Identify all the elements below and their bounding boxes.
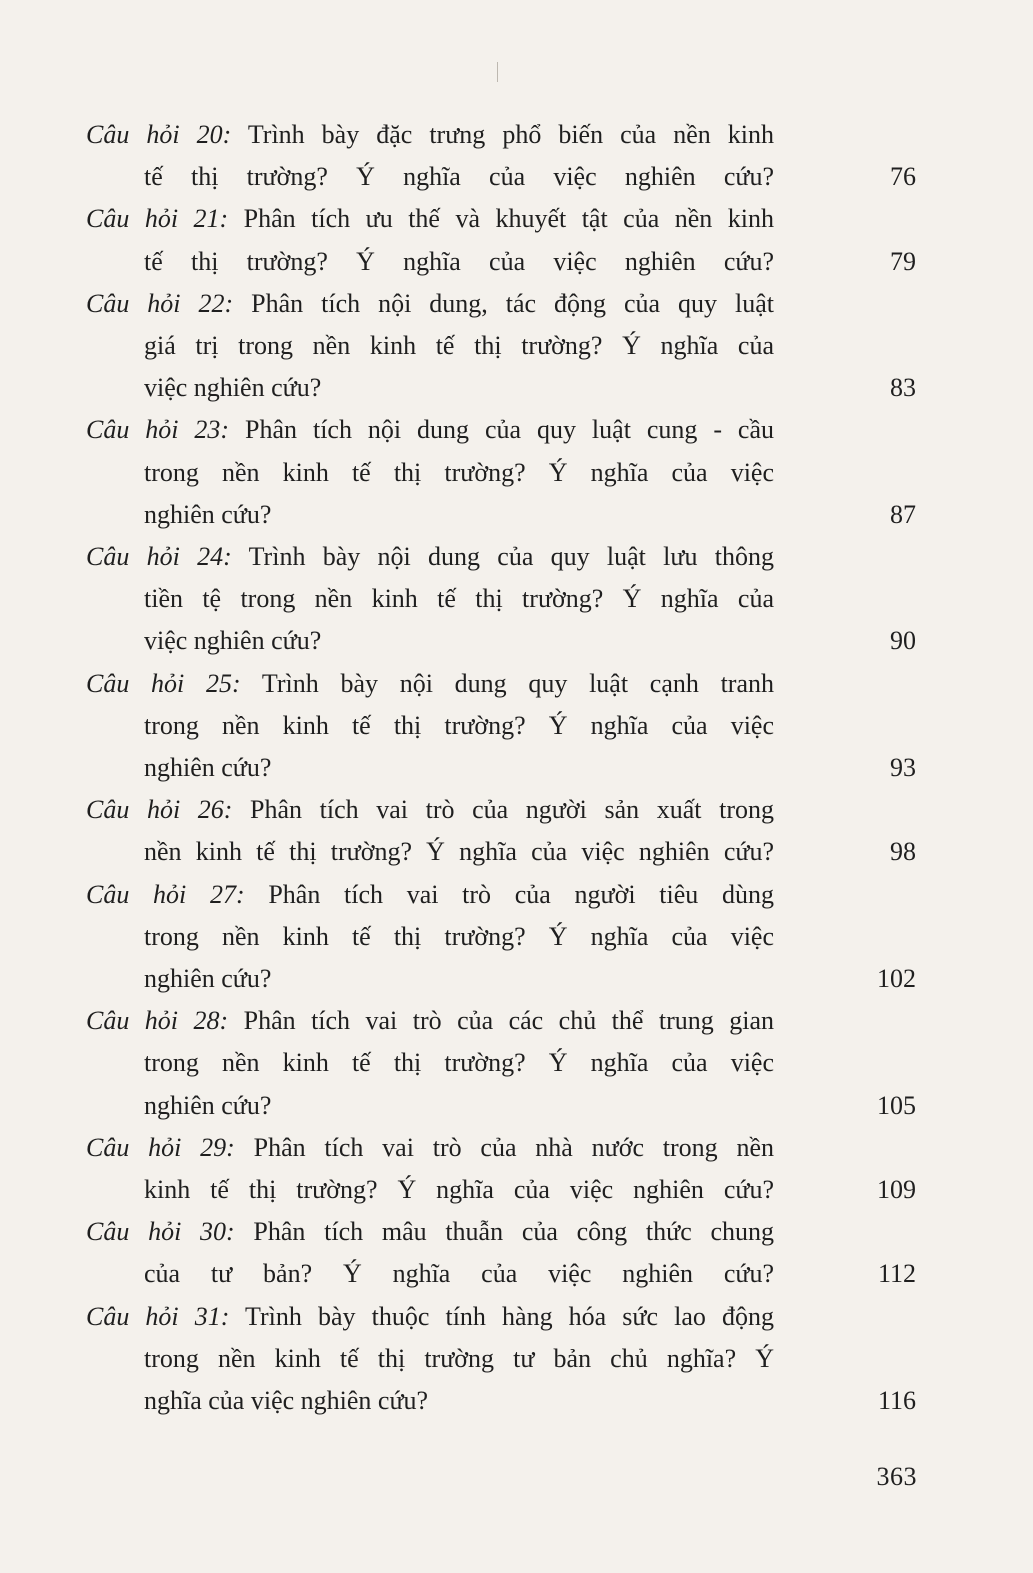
toc-entry-text bbox=[86, 1211, 774, 1253]
toc-page-number: 76 bbox=[890, 162, 916, 192]
question-label: Câu hỏi 23: bbox=[86, 415, 230, 445]
toc-page-number: 112 bbox=[877, 1259, 916, 1289]
toc-entry-continuation-line bbox=[86, 241, 916, 283]
toc-entry-continuation-line bbox=[86, 958, 916, 1000]
question-text: Phân tích nội dung của quy luật cung - cầu bbox=[245, 415, 774, 445]
question-text: giá trị trong nền kinh tế thị trường? Ý nghĩa của bbox=[144, 331, 774, 361]
question-label: Câu hỏi 22: bbox=[86, 288, 234, 318]
toc-entry-text bbox=[144, 705, 774, 747]
question-label: Câu hỏi 25: bbox=[86, 668, 241, 698]
question-text: trong nền kinh tế thị trường tư bản chủ nghĩa? Ý bbox=[144, 1343, 774, 1373]
toc-entry-text bbox=[144, 325, 774, 367]
toc-entry bbox=[86, 409, 916, 536]
question-text: nghiên cứu? bbox=[144, 499, 272, 529]
toc-entry-text bbox=[144, 620, 774, 662]
toc-entry-text bbox=[86, 789, 774, 831]
toc-entry-first-line bbox=[86, 1127, 916, 1169]
toc-entry-continuation-line bbox=[86, 1253, 916, 1295]
toc-page-number: 90 bbox=[890, 626, 916, 656]
page-number: 363 bbox=[876, 1462, 917, 1491]
toc-entry-continuation-line bbox=[86, 494, 916, 536]
toc-page-number: 102 bbox=[877, 964, 916, 994]
toc-entry-text bbox=[144, 831, 774, 873]
toc-entry-continuation-line bbox=[86, 1380, 916, 1422]
question-label: Câu hỏi 30: bbox=[86, 1217, 235, 1247]
question-text: Trình bày đặc trưng phổ biến của nền kinh bbox=[247, 120, 774, 149]
question-text: tế thị trường? Ý nghĩa của việc nghiên cứu? bbox=[144, 246, 774, 276]
toc-entry-text bbox=[144, 452, 774, 494]
toc-entry bbox=[86, 198, 916, 282]
toc-entry-text bbox=[86, 536, 774, 578]
toc-entry bbox=[86, 1296, 916, 1423]
toc-entry bbox=[86, 1211, 916, 1295]
toc-page-number: 83 bbox=[890, 373, 916, 403]
toc-entry bbox=[86, 874, 916, 1001]
toc-entry-continuation-line bbox=[86, 325, 916, 367]
question-text: trong nền kinh tế thị trường? Ý nghĩa của việc bbox=[144, 457, 774, 487]
toc-entry-first-line bbox=[86, 789, 916, 831]
toc-entry-continuation-line bbox=[86, 452, 916, 494]
question-text: Phân tích ưu thế và khuyết tật của nền kinh bbox=[243, 204, 774, 234]
question-text: việc nghiên cứu? bbox=[144, 626, 322, 656]
question-text: trong nền kinh tế thị trường? Ý nghĩa của việc bbox=[144, 1048, 774, 1078]
question-text: Phân tích vai trò của người sản xuất trong bbox=[250, 795, 774, 825]
question-label: Câu hỏi 21: bbox=[86, 204, 229, 234]
toc-entry-continuation-line bbox=[86, 578, 916, 620]
question-label: Câu hỏi 28: bbox=[86, 1006, 229, 1036]
toc-entry-first-line bbox=[86, 1296, 916, 1338]
toc-entry bbox=[86, 1000, 916, 1127]
toc-entry-first-line bbox=[86, 283, 916, 325]
question-text: Trình bày nội dung quy luật cạnh tranh bbox=[261, 668, 774, 698]
question-label: Câu hỏi 24: bbox=[86, 542, 232, 572]
toc-entry-text bbox=[144, 578, 774, 620]
toc-entry-text bbox=[144, 916, 774, 958]
toc-entry-first-line bbox=[86, 409, 916, 451]
toc-page-number: 87 bbox=[890, 499, 916, 529]
question-label: Câu hỏi 31: bbox=[86, 1301, 230, 1331]
question-text: nền kinh tế thị trường? Ý nghĩa của việc nghiên cứu? bbox=[144, 837, 774, 867]
toc-page-number: 116 bbox=[877, 1386, 916, 1416]
toc-entry-continuation-line bbox=[86, 831, 916, 873]
toc-entry bbox=[86, 536, 916, 663]
question-text: Phân tích vai trò của nhà nước trong nền bbox=[253, 1132, 774, 1162]
question-text: nghiên cứu? bbox=[144, 1090, 272, 1120]
toc-entry-text bbox=[144, 494, 774, 536]
toc-entry-text bbox=[86, 663, 774, 705]
toc-entry-first-line bbox=[86, 874, 916, 916]
question-text: Phân tích vai trò của các chủ thể trung gian bbox=[243, 1006, 774, 1036]
toc-entry-first-line bbox=[86, 114, 916, 156]
toc-entry-text bbox=[144, 156, 774, 198]
toc-entry-continuation-line bbox=[86, 916, 916, 958]
question-text: nghĩa của việc nghiên cứu? bbox=[144, 1386, 429, 1416]
toc-entry-continuation-line bbox=[86, 367, 916, 409]
toc-entry-text bbox=[86, 114, 774, 156]
question-label: Câu hỏi 29: bbox=[86, 1132, 235, 1162]
toc-entry-text bbox=[86, 1127, 774, 1169]
question-text: kinh tế thị trường? Ý nghĩa của việc nghiên cứu? bbox=[144, 1175, 774, 1205]
question-label: Câu hỏi 20: bbox=[86, 120, 232, 149]
toc-entry-first-line bbox=[86, 663, 916, 705]
toc-entry bbox=[86, 1127, 916, 1211]
toc-entry-continuation-line bbox=[86, 705, 916, 747]
toc-entry-first-line bbox=[86, 1211, 916, 1253]
toc-entry-continuation-line bbox=[86, 747, 916, 789]
question-text: trong nền kinh tế thị trường? Ý nghĩa của việc bbox=[144, 710, 774, 740]
toc-entry-text bbox=[144, 1169, 774, 1211]
question-text: Phân tích vai trò của người tiêu dùng bbox=[268, 879, 774, 909]
toc-entry-text bbox=[86, 1000, 774, 1042]
toc-entry-text bbox=[144, 1380, 774, 1422]
toc-entry-continuation-line bbox=[86, 1338, 916, 1380]
question-label: Câu hỏi 26: bbox=[86, 795, 233, 825]
toc-entry bbox=[86, 283, 916, 410]
question-text: tiền tệ trong nền kinh tế thị trường? Ý nghĩa của bbox=[144, 584, 774, 614]
toc-page-number: 109 bbox=[877, 1175, 916, 1205]
question-text: của tư bản? Ý nghĩa của việc nghiên cứu? bbox=[144, 1259, 774, 1289]
toc-page-number: 98 bbox=[890, 837, 916, 867]
toc-entry bbox=[86, 663, 916, 790]
question-text: Phân tích nội dung, tác động của quy luật bbox=[251, 288, 774, 318]
question-text: Trình bày nội dung của quy luật lưu thông bbox=[248, 542, 774, 572]
toc-entry-continuation-line bbox=[86, 1042, 916, 1084]
toc-entry-text bbox=[86, 874, 774, 916]
question-text: Phân tích mâu thuẫn của công thức chung bbox=[253, 1217, 775, 1247]
toc-page-number: 79 bbox=[890, 246, 916, 276]
toc-entry-first-line bbox=[86, 536, 916, 578]
question-label: Câu hỏi 27: bbox=[86, 879, 245, 909]
toc-entry-text bbox=[144, 1042, 774, 1084]
gutter-mark bbox=[497, 62, 498, 82]
question-text: việc nghiên cứu? bbox=[144, 373, 322, 403]
toc-entry-continuation-line bbox=[86, 1085, 916, 1127]
toc-entry-first-line bbox=[86, 198, 916, 240]
toc-entry-text bbox=[144, 1085, 774, 1127]
toc-entry-text bbox=[144, 241, 774, 283]
table-of-contents bbox=[86, 114, 916, 1422]
question-text: nghiên cứu? bbox=[144, 753, 272, 783]
toc-entry-continuation-line bbox=[86, 620, 916, 662]
toc-entry-text bbox=[144, 1338, 774, 1380]
toc-entry-text bbox=[86, 409, 774, 451]
toc-entry-text bbox=[86, 198, 774, 240]
question-text: trong nền kinh tế thị trường? Ý nghĩa của việc bbox=[144, 921, 774, 951]
toc-entry-text bbox=[86, 283, 774, 325]
toc-entry-first-line bbox=[86, 1000, 916, 1042]
toc-page-number: 93 bbox=[890, 753, 916, 783]
question-text: tế thị trường? Ý nghĩa của việc nghiên cứu? bbox=[144, 162, 774, 192]
question-text: Trình bày thuộc tính hàng hóa sức lao động bbox=[245, 1301, 774, 1331]
toc-entry-text bbox=[86, 1296, 774, 1338]
toc-entry-text bbox=[144, 1253, 774, 1295]
question-text: nghiên cứu? bbox=[144, 964, 272, 994]
toc-entry-text bbox=[144, 747, 774, 789]
toc-entry-text bbox=[144, 367, 774, 409]
toc-entry-text bbox=[144, 958, 774, 1000]
toc-entry-continuation-line bbox=[86, 156, 916, 198]
toc-entry-continuation-line bbox=[86, 1169, 916, 1211]
toc-page-number: 105 bbox=[877, 1090, 916, 1120]
toc-entry bbox=[86, 789, 916, 873]
toc-entry bbox=[86, 114, 916, 198]
